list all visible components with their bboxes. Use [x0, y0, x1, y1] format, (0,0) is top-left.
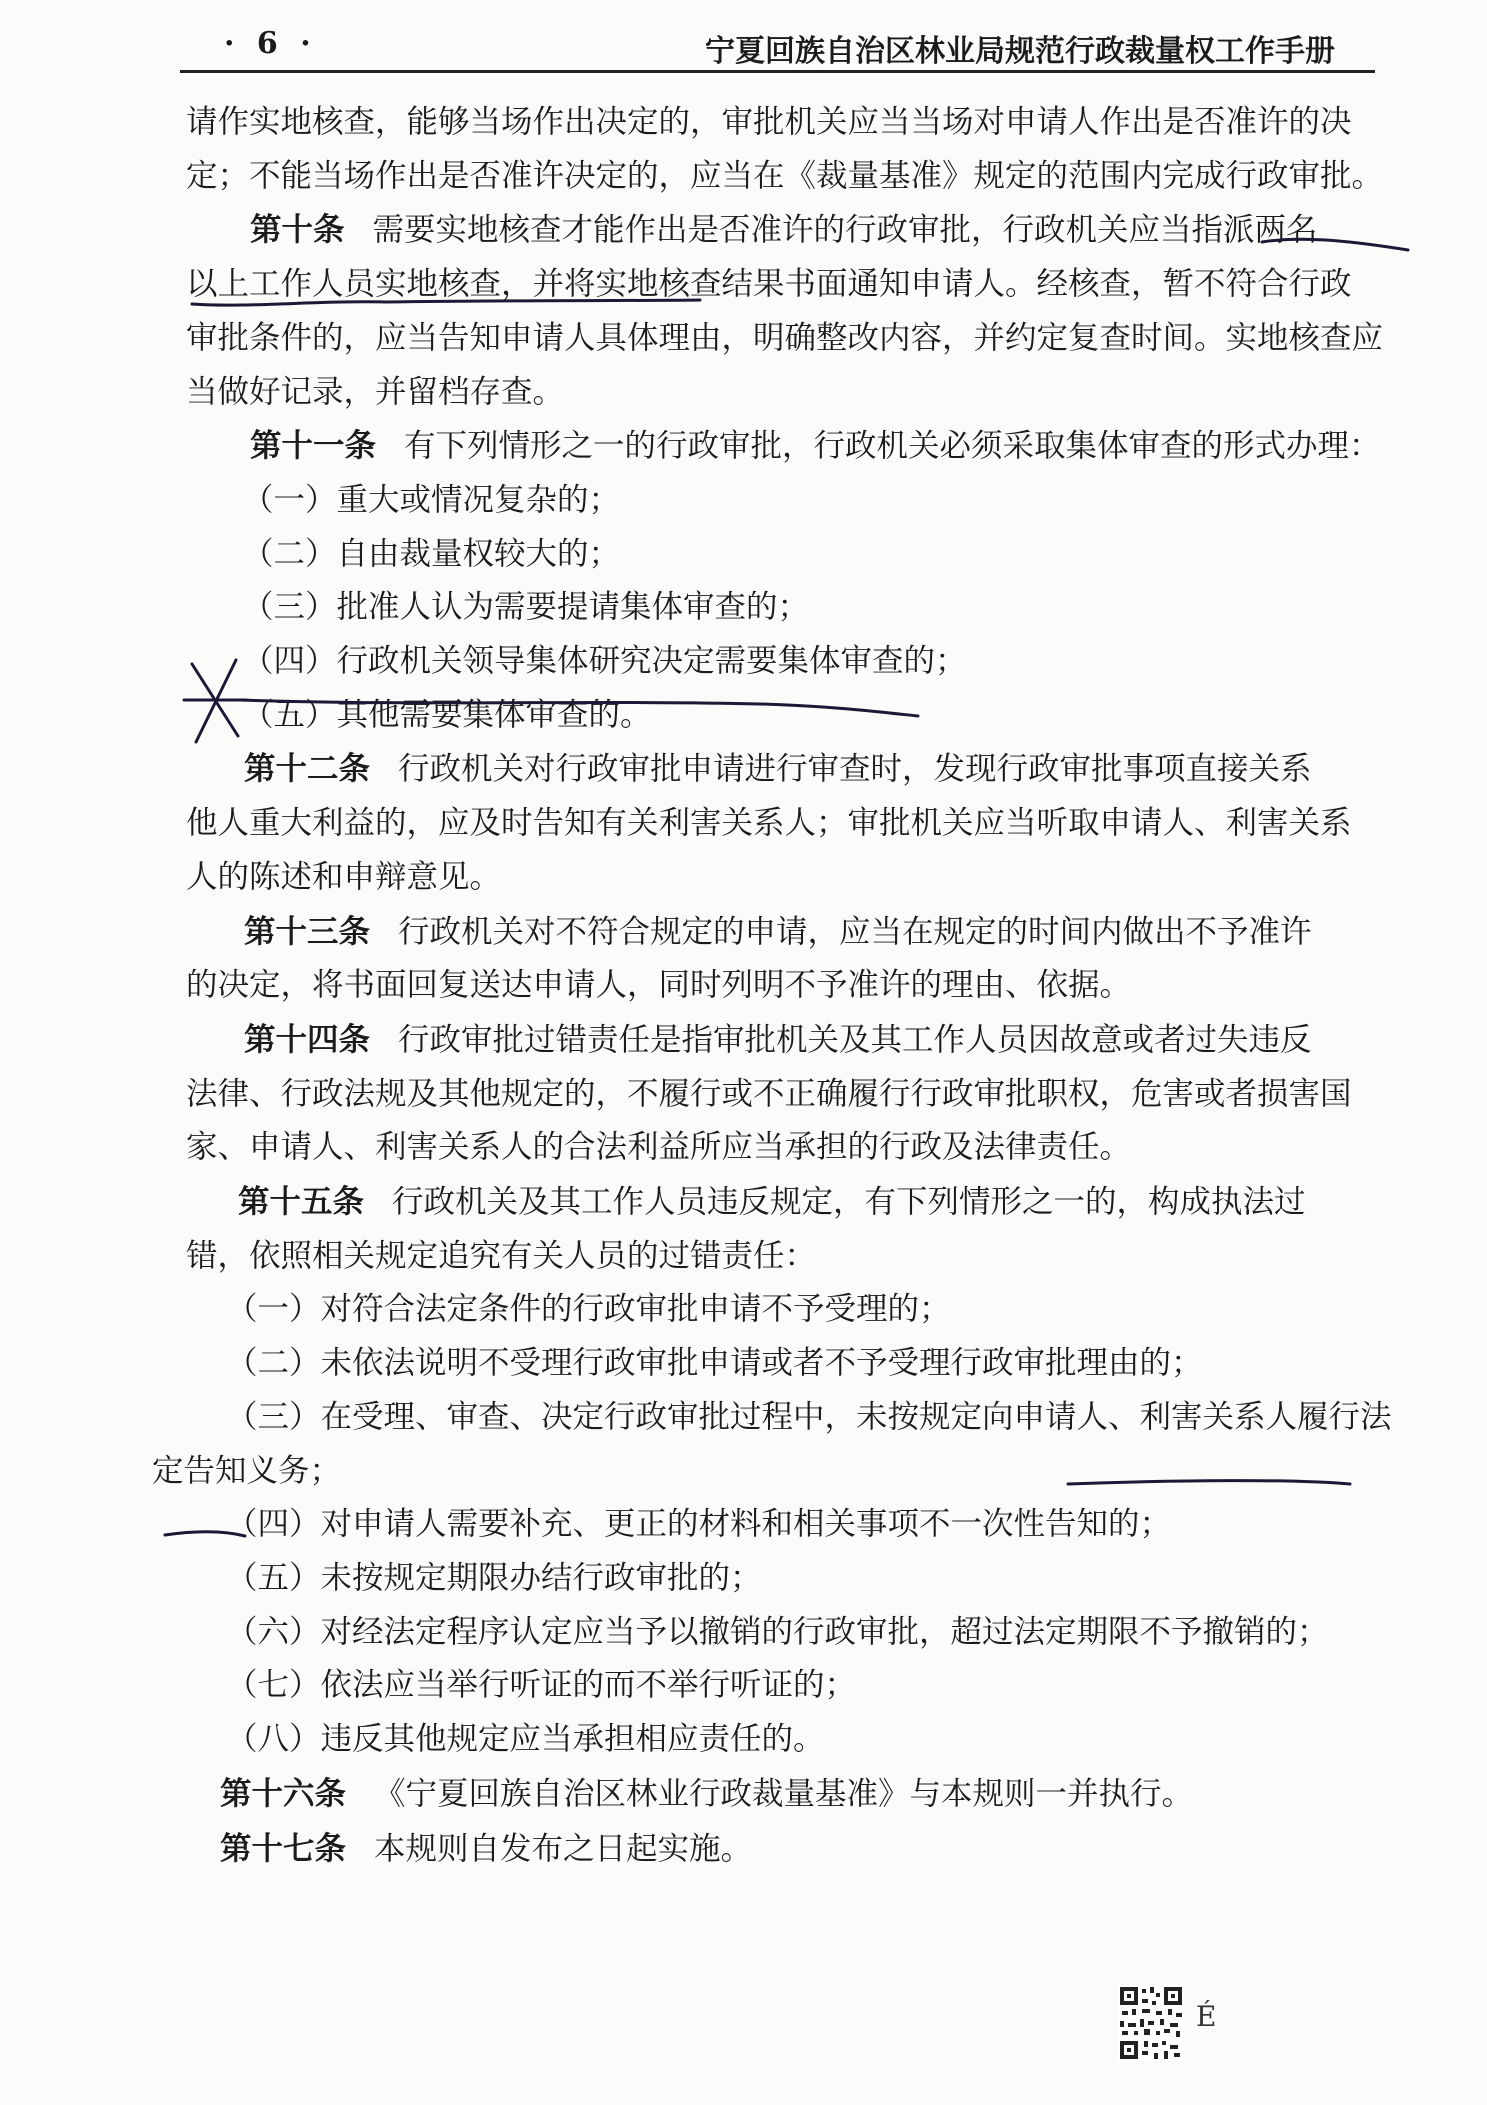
list-item: （六）对经法定程序认定应当予以撤销的行政审批，超过法定期限不予撤销的； [226, 1613, 1329, 1650]
article-10 [186, 203, 1366, 258]
list-item: （三）在受理、审查、决定行政审批过程中，未按规定向申请人、利害关系人履行法 [226, 1398, 1392, 1435]
list-item: （五）其他需要集体审查的。 [242, 696, 652, 733]
text-line: 行政机关对行政审批申请进行审查时，发现行政审批事项直接关系 [398, 751, 1312, 788]
text-line: 错，依照相关规定追究有关人员的过错责任： [186, 1237, 817, 1274]
article-label: 第十一条 [250, 427, 377, 465]
text-line: 需要实地核查才能作出是否准许的行政审批，行政机关应当指派两名 [372, 212, 1318, 249]
qr-code [1118, 1985, 1184, 2061]
text-line: 法律、行政法规及其他规定的，不履行或不正确履行行政审批职权，危害或者损害国 [186, 1075, 1352, 1112]
text-line: 审批条件的，应当告知申请人具体理由，明确整改内容，并约定复查时间。实地核查应 [186, 319, 1384, 356]
text-line: 《宁夏回族自治区林业行政裁量基准》与本规则一并执行。 [374, 1775, 1194, 1812]
list-item: （七）依法应当举行听证的而不举行听证的； [226, 1667, 857, 1704]
list-item: （四）行政机关领导集体研究决定需要集体审查的； [242, 643, 967, 680]
text-line: 的决定，将书面回复送达申请人，同时列明不予准许的理由、依据。 [186, 967, 1132, 1004]
article-15 [186, 1175, 1366, 1230]
running-title: 宁夏回族自治区林业局规范行政裁量权工作手册 [705, 34, 1335, 69]
article-label: 第十条 [250, 211, 345, 249]
text-line: 当做好记录，并留档存查。 [186, 373, 565, 410]
list-item: （八）违反其他规定应当承担相应责任的。 [226, 1721, 825, 1758]
list-item: （二）自由裁量权较大的； [242, 535, 621, 572]
text-line: 本规则自发布之日起实施。 [374, 1830, 753, 1867]
article-label: 第十三条 [244, 912, 371, 950]
text-line: 行政机关及其工作人员违反规定，有下列情形之一的，构成执法过 [392, 1184, 1306, 1221]
list-item: （四）对申请人需要补充、更正的材料和相关事项不一次性告知的； [226, 1506, 1172, 1543]
text-line: 行政机关对不符合规定的申请，应当在规定的时间内做出不予准许 [398, 913, 1312, 950]
list-item: （一）对符合法定条件的行政审批申请不予受理的； [226, 1291, 951, 1328]
article-11 [186, 419, 1381, 474]
text-line: 行政审批过错责任是指审批机关及其工作人员因故意或者过失违反 [398, 1021, 1312, 1058]
article-label: 第十四条 [244, 1020, 371, 1058]
text-line: 有下列情形之一的行政审批，行政机关必须采取集体审查的形式办理： [404, 428, 1381, 465]
list-item: （一）重大或情况复杂的； [242, 481, 621, 518]
article-17 [186, 1822, 1366, 1877]
text-line: 请作实地核查，能够当场作出决定的，审批机关应当当场对申请人作出是否准许的决 [186, 104, 1352, 140]
article-16 [186, 1767, 1366, 1822]
article-12 [186, 742, 1366, 797]
article-13 [186, 905, 1366, 960]
text-line: 人的陈述和申辩意见。 [186, 858, 502, 895]
list-item: （五）未按规定期限办结行政审批的； [226, 1559, 762, 1596]
article-label: 第十六条 [220, 1774, 347, 1812]
list-item: （二）未依法说明不受理行政审批申请或者不予受理行政审批理由的； [226, 1345, 1203, 1382]
page-number: · 6 · [224, 26, 317, 61]
text-line: 定；不能当场作出是否准许决定的，应当在《裁量基准》规定的范围内完成行政审批。 [186, 157, 1384, 194]
text-line: 定告知义务； [152, 1452, 342, 1489]
text-line: 他人重大利益的，应及时告知有关利害关系人；审批机关应当听取申请人、利害关系 [186, 805, 1352, 842]
document-body [152, 96, 1392, 1876]
text-line: 家、申请人、利害关系人的合法利益所应当承担的行政及法律责任。 [186, 1129, 1132, 1166]
article-label: 第十二条 [244, 750, 371, 788]
article-label: 第十七条 [220, 1829, 347, 1867]
text-line: 以上工作人员实地核查，并将实地核查结果书面通知申请人。经核查，暂不符合行政 [186, 266, 1352, 303]
article-14 [186, 1013, 1366, 1068]
corner-mark: É [1196, 2000, 1217, 2033]
page-header [180, 22, 1375, 73]
list-item: （三）批准人认为需要提请集体审查的； [242, 589, 810, 626]
article-label: 第十五条 [238, 1183, 365, 1221]
